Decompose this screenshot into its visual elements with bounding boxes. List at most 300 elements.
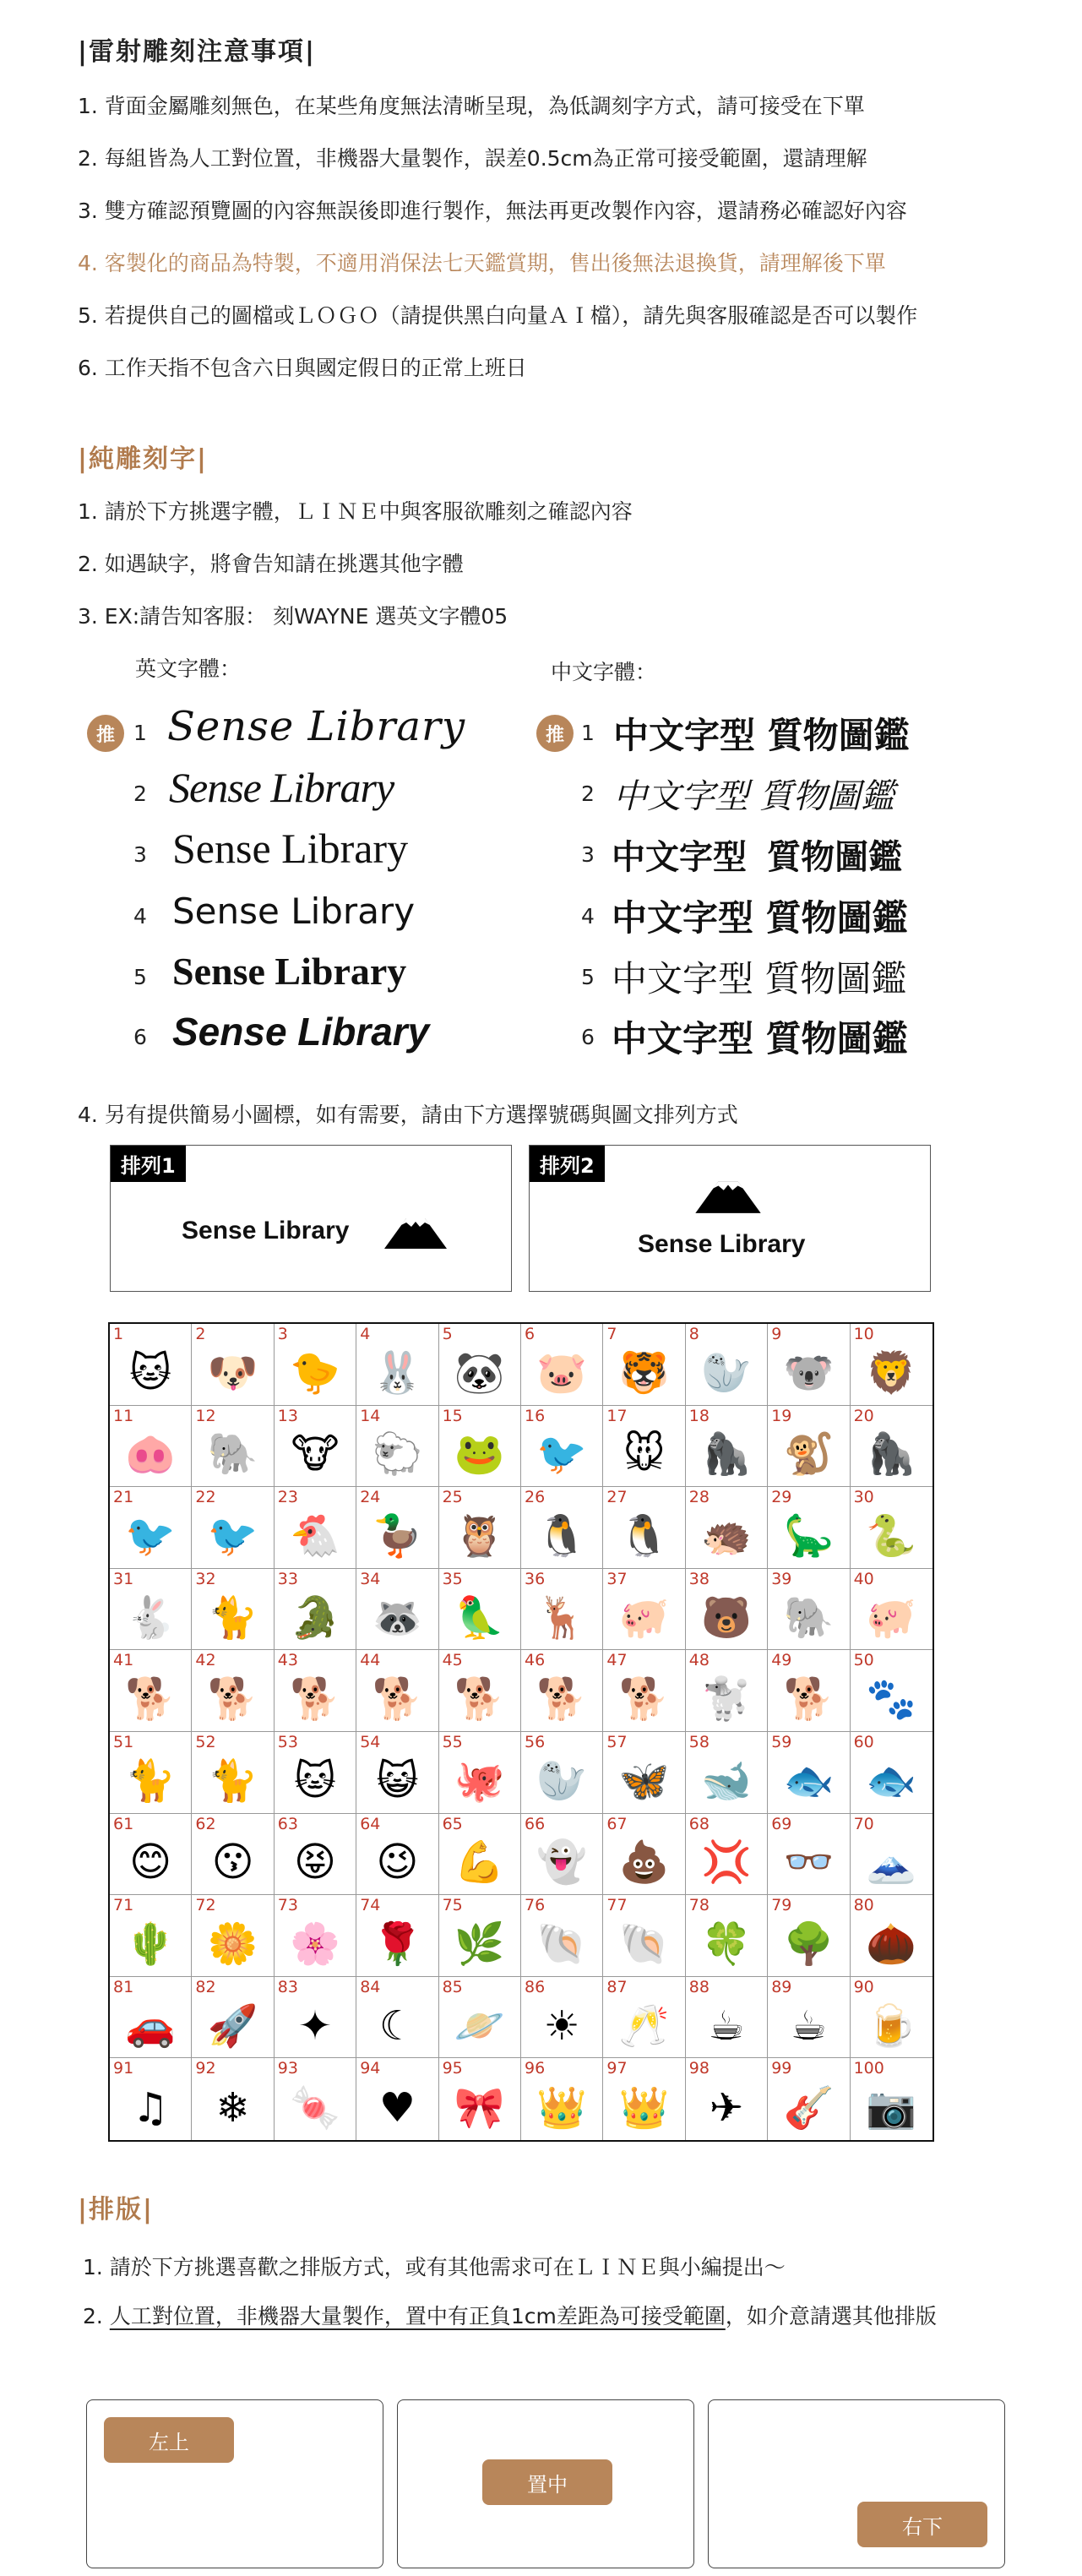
icon-cell-84[interactable]	[356, 1977, 438, 2059]
icon-cell-25[interactable]	[439, 1487, 521, 1569]
icon-cell-70[interactable]	[851, 1814, 932, 1896]
position-bottom-right-box[interactable]	[708, 2399, 1005, 2568]
icon-number: 25	[442, 1488, 463, 1507]
rose-icon: 🌹	[372, 1920, 423, 1968]
icon-number: 89	[771, 1977, 792, 1996]
icon-number: 29	[771, 1488, 792, 1507]
icon-cell-66[interactable]	[521, 1814, 603, 1896]
icon-number: 64	[360, 1814, 381, 1833]
icon-cell-7[interactable]	[603, 1324, 685, 1406]
icon-number: 10	[853, 1325, 874, 1343]
swallow-icon: 🐦	[207, 1511, 258, 1560]
icon-number: 7	[606, 1325, 617, 1343]
sheep-icon: 🐑	[372, 1430, 423, 1479]
icon-number: 91	[113, 2059, 134, 2078]
zh-font-number: 1	[581, 721, 595, 745]
icon-number: 70	[853, 1814, 874, 1833]
mouse-icon: 🐭	[623, 1430, 666, 1479]
icon-cell-54[interactable]	[356, 1732, 438, 1814]
icon-number: 85	[442, 1977, 463, 1996]
icon-number: 94	[360, 2059, 381, 2078]
icon-cell-21[interactable]	[110, 1487, 192, 1569]
icon-cell-8[interactable]	[686, 1324, 768, 1406]
icon-cell-46[interactable]	[521, 1650, 603, 1732]
icon-cell-37[interactable]	[603, 1569, 685, 1651]
icon-number: 90	[853, 1977, 874, 1996]
hedgehog-icon: 🦔	[701, 1511, 752, 1560]
hen-icon: 🐔	[290, 1511, 340, 1560]
typeset-item-1: 1. 請於下方挑選喜歡之排版方式，或有其他需求可在ＬＩＮＥ與小編提出～	[83, 2255, 786, 2279]
icon-number: 41	[113, 1651, 134, 1670]
sleeping-cat-icon: 🐈	[207, 1756, 258, 1805]
en-font-sample: Sense Library	[172, 950, 407, 993]
notice-title: |雷射雕刻注意事項|	[78, 37, 316, 67]
icon-number: 72	[195, 1896, 216, 1915]
notice-item-5: 5. 若提供自己的圖檔或ＬＯＧＯ（請提供黑白向量ＡＩ檔），請先與客服確認是否可以製作	[78, 303, 918, 328]
icon-number: 35	[442, 1569, 463, 1588]
icon-cell-71[interactable]	[110, 1895, 192, 1977]
icon-number: 1	[113, 1325, 124, 1343]
icon-number: 81	[113, 1977, 134, 1996]
icon-cell-19[interactable]	[768, 1406, 850, 1488]
standing-dog-icon: 🐕	[783, 1675, 835, 1724]
icon-cell-9[interactable]	[768, 1324, 850, 1406]
icon-cell-36[interactable]	[521, 1569, 603, 1651]
english-font-heading: 英文字體：	[135, 656, 242, 681]
icon-number: 87	[606, 1977, 628, 1996]
car-icon: 🚗	[125, 2001, 177, 2050]
icon-cell-75[interactable]	[439, 1895, 521, 1977]
snowflake-icon: ❄	[215, 2083, 250, 2132]
icon-cell-29[interactable]	[768, 1487, 850, 1569]
icon-cell-4[interactable]	[356, 1324, 438, 1406]
icon-cell-74[interactable]	[356, 1895, 438, 1977]
icon-cell-59[interactable]	[768, 1732, 850, 1814]
icon-number: 14	[360, 1406, 381, 1425]
icon-cell-33[interactable]	[275, 1569, 356, 1651]
icon-cell-68[interactable]	[686, 1814, 768, 1896]
sparkle-icon: ✦	[297, 2001, 333, 2050]
icon-cell-10[interactable]	[851, 1324, 932, 1406]
zh-font-number: 4	[581, 904, 595, 929]
icon-cell-89[interactable]	[768, 1977, 850, 2059]
leaf-icon: 🌿	[454, 1920, 505, 1968]
crocodile-icon: 🐊	[290, 1593, 340, 1642]
icon-number: 46	[525, 1651, 546, 1670]
icon-cell-15[interactable]	[439, 1406, 521, 1488]
icon-cell-61[interactable]	[110, 1814, 192, 1896]
icon-number: 4	[360, 1325, 371, 1343]
notice-item-6: 6. 工作天指不包含六日與國定假日的正常上班日	[78, 356, 527, 380]
icon-cell-77[interactable]	[603, 1895, 685, 1977]
candy-icon: 🍬	[290, 2083, 340, 2132]
icon-number: 60	[853, 1732, 874, 1751]
icon-cell-51[interactable]	[110, 1732, 192, 1814]
icon-grid	[108, 1322, 934, 2142]
icon-number: 28	[688, 1488, 710, 1507]
icon-cell-78[interactable]	[686, 1895, 768, 1977]
icon-cell-87[interactable]	[603, 1977, 685, 2059]
arrangement-1-tag: 排列1	[111, 1146, 186, 1182]
icon-number: 95	[442, 2059, 463, 2078]
gorilla-face-icon: 🦍	[701, 1430, 752, 1479]
icon-cell-91[interactable]	[110, 2058, 192, 2140]
icon-cell-12[interactable]	[192, 1406, 274, 1488]
icon-cell-90[interactable]	[851, 1977, 932, 2059]
icon-cell-41[interactable]	[110, 1650, 192, 1732]
beer-icon: 🍺	[866, 2001, 917, 2050]
icon-cell-27[interactable]	[603, 1487, 685, 1569]
cartoon-tongue-icon: 😝	[293, 1838, 337, 1887]
zh-font-sample: 中文字型 質物圖鑑	[612, 897, 908, 939]
icon-number: 76	[525, 1896, 546, 1915]
black-cat-icon: 🐈	[207, 1593, 258, 1642]
notice-item-2: 2. 每組皆為人工對位置，非機器大量製作，誤差0.5cm為正常可接受範圍，還請理解	[78, 146, 867, 171]
icon-cell-72[interactable]	[192, 1895, 274, 1977]
bear-icon: 🐻	[701, 1593, 752, 1642]
en-font-number: 4	[133, 904, 147, 929]
icon-number: 57	[606, 1732, 628, 1751]
shiba-icon: 🐕	[372, 1675, 423, 1724]
cheers-icon: 🥂	[618, 2001, 670, 2050]
icon-cell-63[interactable]	[275, 1814, 356, 1896]
icon-cell-16[interactable]	[521, 1406, 603, 1488]
icon-number: 3	[277, 1325, 288, 1343]
icon-number: 62	[195, 1814, 216, 1833]
icon-number: 55	[442, 1732, 463, 1751]
pig-side-icon: 🐖	[866, 1593, 917, 1642]
icon-cell-67[interactable]	[603, 1814, 685, 1896]
icon-number: 84	[360, 1977, 381, 1996]
chick-icon: 🐤	[290, 1348, 340, 1397]
icon-cell-18[interactable]	[686, 1406, 768, 1488]
french-bulldog-icon: 🐕	[125, 1675, 177, 1724]
icon-cell-52[interactable]	[192, 1732, 274, 1814]
zh-font-sample: 中文字型 質物圖鑑	[613, 777, 894, 816]
en-font-number: 5	[133, 965, 147, 989]
icon-cell-64[interactable]	[356, 1814, 438, 1896]
icon-number: 20	[853, 1406, 874, 1425]
icon-number: 88	[688, 1977, 710, 1996]
icon-number: 17	[606, 1406, 628, 1425]
icon-cell-58[interactable]	[686, 1732, 768, 1814]
icon-number: 63	[277, 1814, 298, 1833]
icon-number: 12	[195, 1406, 216, 1425]
raccoon-icon: 🦝	[372, 1593, 423, 1642]
icon-cell-50[interactable]	[851, 1650, 932, 1732]
icon-number: 44	[360, 1651, 381, 1670]
icon-number: 98	[688, 2059, 710, 2078]
shell-icon: 🐚	[536, 1920, 588, 1968]
icon-number: 32	[195, 1569, 216, 1588]
icon-cell-73[interactable]	[275, 1895, 356, 1977]
icon-number: 99	[771, 2059, 792, 2078]
icon-cell-86[interactable]	[521, 1977, 603, 2059]
arrangement-1-text: Sense Library	[182, 1217, 350, 1244]
icon-number: 9	[771, 1325, 782, 1343]
icon-number: 68	[688, 1814, 710, 1833]
icon-number: 50	[853, 1651, 874, 1670]
icon-cell-81[interactable]	[110, 1977, 192, 2059]
icon-number: 45	[442, 1651, 463, 1670]
position-top-left-box[interactable]	[86, 2399, 383, 2568]
icon-cell-26[interactable]	[521, 1487, 603, 1569]
icon-cell-47[interactable]	[603, 1650, 685, 1732]
icon-cell-69[interactable]	[768, 1814, 850, 1896]
fish-icon: 🐟	[866, 1756, 917, 1805]
zh-font-sample: 中文字型 質物圖鑑	[613, 715, 910, 756]
icon-cell-100[interactable]	[851, 2058, 932, 2140]
icon-number: 15	[442, 1406, 463, 1425]
pure-engraving-title: |純雕刻字|	[78, 444, 208, 474]
lion-icon: 🦁	[866, 1348, 917, 1397]
pig-front-icon: 🐖	[618, 1593, 670, 1642]
icon-cell-95[interactable]	[439, 2058, 521, 2140]
duck-icon: 🦆	[372, 1511, 423, 1560]
icon-cell-17[interactable]	[603, 1406, 685, 1488]
icon-cell-82[interactable]	[192, 1977, 274, 2059]
icon-number: 73	[277, 1896, 298, 1915]
zh-font-sample: 中文字型 質物圖鑑	[612, 838, 903, 877]
icon-number: 13	[277, 1406, 298, 1425]
poop-icon: 💩	[618, 1838, 670, 1887]
crown-icon: 👑	[536, 2083, 588, 2132]
penguin-icon: 🐧	[536, 1511, 588, 1560]
zh-font-sample: 中文字型 質物圖鑑	[612, 1018, 908, 1059]
cartoon-wink-icon: 😉	[376, 1838, 419, 1887]
planet-icon: 🪐	[454, 2001, 505, 2050]
gorilla-icon: 🦍	[866, 1430, 917, 1479]
icon-cell-94[interactable]	[356, 2058, 438, 2140]
icon-number: 69	[771, 1814, 792, 1833]
icon-number: 6	[525, 1325, 536, 1343]
en-font-sample: Sense Library	[167, 703, 466, 750]
cat-icon: 🐱	[129, 1348, 172, 1397]
typeset-item-2-underlined: 人工對位置，非機器大量製作，置中有正負1cm差距為可接受範圍	[109, 2304, 726, 2328]
arrangement-2-tag: 排列2	[530, 1146, 605, 1182]
icon-cell-39[interactable]	[768, 1569, 850, 1651]
glasses-icon: 👓	[783, 1838, 835, 1887]
icon-cell-30[interactable]	[851, 1487, 932, 1569]
icon-cell-53[interactable]	[275, 1732, 356, 1814]
pure-item-1: 1. 請於下方挑選字體，ＬＩＮＥ中與客服欲雕刻之確認內容	[78, 499, 633, 524]
icon-number: 54	[360, 1732, 381, 1751]
position-top-left-button[interactable]: 左上	[104, 2417, 234, 2463]
icon-number: 33	[277, 1569, 298, 1588]
icon-number: 100	[853, 2059, 884, 2078]
icon-number: 83	[277, 1977, 298, 1996]
icon-cell-98[interactable]	[686, 2058, 768, 2140]
icon-cell-43[interactable]	[275, 1650, 356, 1732]
icon-cell-5[interactable]	[439, 1324, 521, 1406]
monkey-icon: 🐒	[783, 1430, 835, 1479]
icon-number: 47	[606, 1651, 628, 1670]
coffee-cup-icon: ☕	[708, 2001, 745, 2050]
dachshund-icon: 🐕	[536, 1675, 588, 1724]
en-font-number: 3	[133, 842, 147, 867]
icon-cell-22[interactable]	[192, 1487, 274, 1569]
elephant-icon: 🐘	[783, 1593, 835, 1642]
icon-cell-79[interactable]	[768, 1895, 850, 1977]
koala-icon: 🐨	[783, 1348, 835, 1397]
icon-number: 19	[771, 1406, 792, 1425]
icon-cell-24[interactable]	[356, 1487, 438, 1569]
icon-cell-85[interactable]	[439, 1977, 521, 2059]
penguin-face-icon: 🐧	[618, 1511, 670, 1560]
typeset-title: |排版|	[78, 2195, 154, 2225]
icon-number: 65	[442, 1814, 463, 1833]
notice-item-4: 4. 客製化的商品為特製，不適用消保法七天鑑賞期，售出後無法退換貨，請理解後下單	[78, 251, 886, 275]
notice-item-1: 1. 背面金屬雕刻無色，在某些角度無法清晰呈現，為低調刻字方式，請可接受在下單	[78, 94, 865, 118]
muscle-icon: 💪	[454, 1838, 505, 1887]
camera-icon: 📷	[866, 2083, 917, 2132]
royal-crown-icon: 👑	[618, 2083, 670, 2132]
icon-cell-20[interactable]	[851, 1406, 932, 1488]
pig-face-icon: 🐷	[536, 1348, 588, 1397]
icon-cell-93[interactable]	[275, 2058, 356, 2140]
icon-cell-65[interactable]	[439, 1814, 521, 1896]
icon-number: 52	[195, 1732, 216, 1751]
icon-number: 86	[525, 1977, 546, 1996]
icon-number: 80	[853, 1896, 874, 1915]
position-center-box[interactable]	[397, 2399, 694, 2568]
sitting-dog-icon: 🐩	[701, 1675, 752, 1724]
cow-icon: 🐮	[291, 1430, 340, 1479]
icon-cell-88[interactable]	[686, 1977, 768, 2059]
icon-cell-62[interactable]	[192, 1814, 274, 1896]
icon-number: 96	[525, 2059, 546, 2078]
conch-icon: 🐚	[618, 1920, 670, 1968]
icon-number: 24	[360, 1488, 381, 1507]
parrot-icon: 🦜	[454, 1593, 505, 1642]
recommend-badge-zh: 推	[536, 715, 574, 752]
position-center-button[interactable]: 置中	[482, 2459, 612, 2505]
cactus-icon: 🌵	[125, 1920, 177, 1968]
twitter-bird-icon: 🐦	[125, 1511, 177, 1560]
icon-number: 59	[771, 1732, 792, 1751]
icon-cell-38[interactable]	[686, 1569, 768, 1651]
icon-number: 8	[688, 1325, 699, 1343]
icon-cell-6[interactable]	[521, 1324, 603, 1406]
rabbit-icon: 🐰	[372, 1348, 423, 1397]
arrangement-1-box[interactable]	[110, 1145, 512, 1292]
pig-icon: 🐽	[125, 1430, 177, 1479]
bow-icon: 🎀	[454, 2083, 505, 2132]
icon-cell-76[interactable]	[521, 1895, 603, 1977]
icon-cell-40[interactable]	[851, 1569, 932, 1651]
icon-number: 39	[771, 1569, 792, 1588]
icon-cell-3[interactable]	[275, 1324, 356, 1406]
rocket-icon: 🚀	[207, 2001, 258, 2050]
icon-cell-96[interactable]	[521, 2058, 603, 2140]
icon-number: 34	[360, 1569, 381, 1588]
icon-cell-49[interactable]	[768, 1650, 850, 1732]
bird-icon: 🐦	[536, 1430, 588, 1479]
icon-cell-35[interactable]	[439, 1569, 521, 1651]
icon-cell-42[interactable]	[192, 1650, 274, 1732]
icon-number: 37	[606, 1569, 628, 1588]
beagle-icon: 🐕	[454, 1675, 505, 1724]
heart-icon: ♥	[378, 2083, 416, 2132]
icon-number: 36	[525, 1569, 546, 1588]
snake-icon: 🐍	[866, 1511, 917, 1560]
cartoon-face-icon: 😊	[129, 1838, 172, 1887]
mountain-icon	[383, 1213, 449, 1250]
icon-cell-13[interactable]	[275, 1406, 356, 1488]
zh-font-sample: 中文字型 質物圖鑑	[612, 958, 907, 999]
owl-icon: 🦉	[454, 1511, 505, 1560]
panda-icon: 🐼	[454, 1348, 505, 1397]
icon-number: 22	[195, 1488, 216, 1507]
icon-cell-45[interactable]	[439, 1650, 521, 1732]
icon-cell-2[interactable]	[192, 1324, 274, 1406]
en-font-sample: Sense Library	[172, 890, 416, 932]
icon-cell-23[interactable]	[275, 1487, 356, 1569]
icon-cell-57[interactable]	[603, 1732, 685, 1814]
airplane-icon: ✈	[709, 2083, 744, 2132]
typeset-item-2	[83, 2300, 937, 2330]
position-bottom-right-button[interactable]: 右下	[857, 2502, 987, 2547]
icon-number: 16	[525, 1406, 546, 1425]
notice-item-3: 3. 雙方確認預覽圖的內容無誤後即進行製作，無法再更改製作內容，還請務必確認好內容	[78, 199, 907, 223]
octopus-icon: 🐙	[454, 1756, 505, 1805]
icon-number: 38	[688, 1569, 710, 1588]
icon-cell-55[interactable]	[439, 1732, 521, 1814]
icon-cell-34[interactable]	[356, 1569, 438, 1651]
icon-number: 75	[442, 1896, 463, 1915]
sun-icon: ☀	[543, 2001, 580, 2050]
icon-cell-83[interactable]	[275, 1977, 356, 2059]
icon-number: 93	[277, 2059, 298, 2078]
icon-number: 74	[360, 1896, 381, 1915]
smiling-cat-icon: 😺	[376, 1756, 419, 1805]
icon-cell-44[interactable]	[356, 1650, 438, 1732]
icon-cell-28[interactable]	[686, 1487, 768, 1569]
icon-cell-60[interactable]	[851, 1732, 932, 1814]
icon-number: 18	[688, 1406, 710, 1425]
icon-number: 2	[195, 1325, 206, 1343]
icon-cell-32[interactable]	[192, 1569, 274, 1651]
icon-number: 97	[606, 2059, 628, 2078]
icon-cell-99[interactable]	[768, 2058, 850, 2140]
icon-cell-48[interactable]	[686, 1650, 768, 1732]
icon-number: 82	[195, 1977, 216, 1996]
butterfly-icon: 🦋	[618, 1756, 670, 1805]
icon-cell-14[interactable]	[356, 1406, 438, 1488]
typeset-item-2-suffix: ，如介意請選其他排版	[725, 2304, 937, 2328]
icon-number: 61	[113, 1814, 134, 1833]
icon-cell-31[interactable]	[110, 1569, 192, 1651]
icon-cell-56[interactable]	[521, 1732, 603, 1814]
icon-cell-97[interactable]	[603, 2058, 685, 2140]
basset-icon: 🐕	[618, 1675, 670, 1724]
en-font-sample: Sense Library	[172, 1010, 430, 1054]
icon-cell-92[interactable]	[192, 2058, 274, 2140]
icon-number: 77	[606, 1896, 628, 1915]
whale-icon: 🐋	[701, 1756, 752, 1805]
icon-cell-11[interactable]	[110, 1406, 192, 1488]
deer-icon: 🦌	[536, 1593, 588, 1642]
icon-number: 66	[525, 1814, 546, 1833]
dinosaur-icon: 🦕	[783, 1511, 835, 1560]
icon-cell-80[interactable]	[851, 1895, 932, 1977]
icon-number: 42	[195, 1651, 216, 1670]
icon-number: 5	[442, 1325, 453, 1343]
icon-cell-1[interactable]	[110, 1324, 192, 1406]
arrangement-2-text: Sense Library	[638, 1230, 806, 1258]
arrangement-2-box[interactable]	[529, 1145, 931, 1292]
icon-number: 92	[195, 2059, 216, 2078]
